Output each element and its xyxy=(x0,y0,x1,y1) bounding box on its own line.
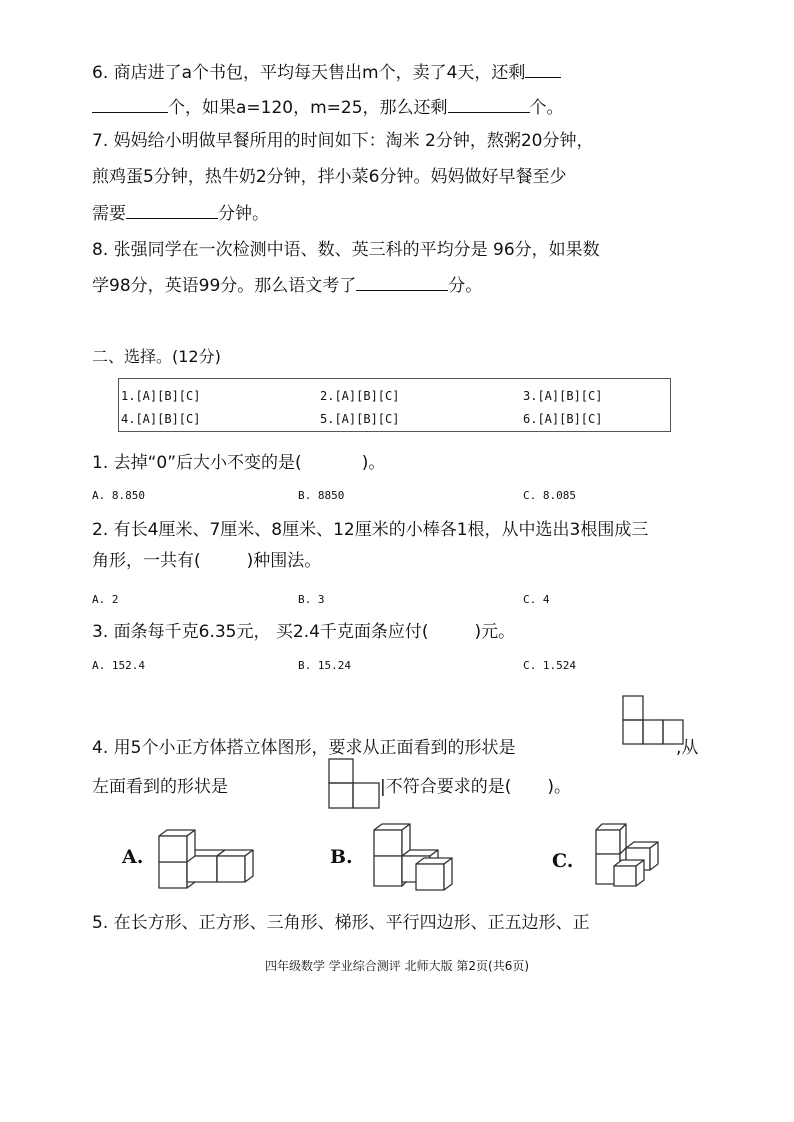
q7-line1: 7. 妈妈给小明做早餐所用的时间如下：淘米 2分钟，熬粥20分钟， xyxy=(92,131,594,151)
q2-option-b[interactable]: B. 3 xyxy=(298,593,325,606)
q2-option-c[interactable]: C. 4 xyxy=(523,593,550,606)
q3-option-a[interactable]: A. 152.4 xyxy=(92,659,145,672)
answer-cell[interactable]: 2.[A][B][C] xyxy=(320,389,400,403)
q7-blank[interactable] xyxy=(126,200,218,219)
figure-label-c[interactable]: C. xyxy=(552,850,574,872)
figure-label-b[interactable]: B. xyxy=(330,846,353,868)
choice-q4-line1a: 4. 用5个小正方体搭立体图形，要求从正面看到的形状是 xyxy=(92,738,516,758)
q1-option-c[interactable]: C. 8.085 xyxy=(523,489,576,502)
left-view-figure xyxy=(328,758,382,810)
answer-cell[interactable]: 1.[A][B][C] xyxy=(121,389,201,403)
option-c-figure[interactable] xyxy=(594,820,666,890)
figure-label-a[interactable]: A. xyxy=(122,846,144,868)
answer-sheet xyxy=(118,378,671,432)
q3-option-c[interactable]: C. 1.524 xyxy=(523,659,576,672)
choice-q1-stem: 1. 去掉“0”后大小不变的是( )。 xyxy=(92,453,386,473)
choice-q3-stem: 3. 面条每千克6.35元， 买2.4千克面条应付( )元。 xyxy=(92,622,516,642)
q6-blank3[interactable] xyxy=(448,94,530,113)
q7-line3: 需要 分钟。 xyxy=(92,200,269,226)
q3-option-b[interactable]: B. 15.24 xyxy=(298,659,351,672)
option-b-figure[interactable] xyxy=(372,820,466,892)
option-a-figure[interactable] xyxy=(155,828,255,890)
answer-cell[interactable]: 5.[A][B][C] xyxy=(320,412,400,426)
q6-blank1[interactable] xyxy=(525,59,561,78)
answer-cell[interactable]: 4.[A][B][C] xyxy=(121,412,201,426)
choice-q2-line1: 2. 有长4厘米、7厘米、8厘米、12厘米的小棒各1根，从中选出3根围成三 xyxy=(92,520,649,540)
page-footer: 四年级数学 学业综合测评 北师大版 第2页(共6页) xyxy=(264,959,530,973)
q8-line1: 8. 张强同学在一次检测中语、数、英三科的平均分是 96分，如果数 xyxy=(92,240,600,260)
q1-option-a[interactable]: A. 8.850 xyxy=(92,489,145,502)
choice-q4-line2a: 左面看到的形状是 xyxy=(92,777,228,797)
q7-line2: 煎鸡蛋5分钟，热牛奶2分钟，拌小菜6分钟。妈妈做好早餐至少 xyxy=(92,167,567,187)
section-title: 二、选择。(12分) xyxy=(92,347,221,366)
q8-blank[interactable] xyxy=(356,272,448,291)
q2-option-a[interactable]: A. 2 xyxy=(92,593,119,606)
answer-cell[interactable]: 6.[A][B][C] xyxy=(523,412,603,426)
choice-q4-line2b: |不符合要求的是( )。 xyxy=(380,777,572,797)
answer-cell[interactable]: 3.[A][B][C] xyxy=(523,389,603,403)
q6-blank2[interactable] xyxy=(92,94,168,113)
choice-q2-line2: 角形，一共有( )种围法。 xyxy=(92,551,322,571)
front-view-figure xyxy=(622,695,686,747)
q6-line1: 6. 商店进了a个书包，平均每天售出m个，卖了4天，还剩 xyxy=(92,59,561,85)
q8-line2: 学98分，英语99分。那么语文考了 分。 xyxy=(92,272,482,298)
q1-option-b[interactable]: B. 8850 xyxy=(298,489,345,502)
q6-line2: 个，如果a=120，m=25，那么还剩 个。 xyxy=(92,94,564,120)
choice-q4-line1b: ,从 xyxy=(676,738,699,758)
choice-q5-line1: 5. 在长方形、正方形、三角形、梯形、平行四边形、正五边形、正 xyxy=(92,913,590,933)
